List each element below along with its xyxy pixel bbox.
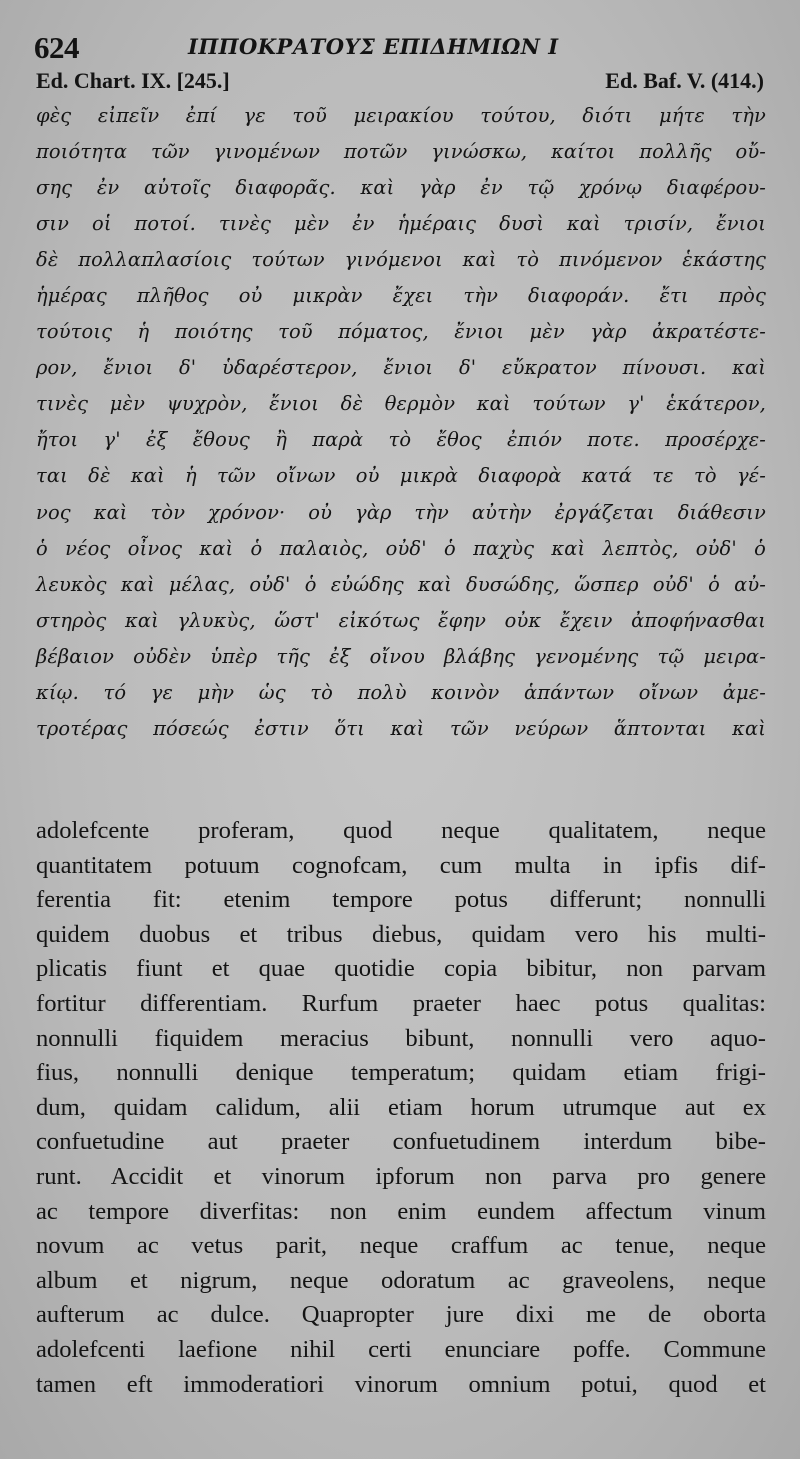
running-head: ΙΠΠΟΚΡΑΤΟΥΣ ΕΠΙΔΗΜΙΩΝ Ι: [188, 34, 559, 59]
latin-line: dum, quidam calidum, alii etiam horum utrumque aut ex: [36, 1093, 766, 1121]
greek-line: στηρὸς καὶ γλυκὺς, ὥστ' εἰκότως ἔφην οὐκ ἔχειν ἀποφήνασθαι: [36, 608, 766, 632]
page-number: 624: [34, 30, 79, 65]
latin-line: runt. Accidit et vinorum ipforum non parva pro genere: [36, 1162, 766, 1190]
greek-line: ἡμέρας πλῆθος οὐ μικρὰν ἔχει τὴν διαφοράν. ἔτι πρὸς: [36, 284, 766, 308]
greek-line: τούτοις ἡ ποιότης τοῦ πόματος, ἔνιοι μὲν γὰρ ἀκρατέστε-: [36, 320, 766, 344]
edition-basel-reference: Ed. Baf. V. (414.): [605, 68, 764, 93]
greek-line: τινὲς μὲν ψυχρὸν, ἔνιοι δὲ θερμὸν καὶ τούτων γ' ἑκάτερον,: [36, 392, 766, 416]
latin-line: album et nigrum, neque odoratum ac graveolens, neque: [36, 1266, 766, 1294]
greek-line: νος καὶ τὸν χρόνον· οὐ γὰρ τὴν αὐτὴν ἐργάζεται διάθεσιν: [36, 500, 766, 524]
greek-line: λευκὸς καὶ μέλας, οὐδ' ὁ εὐώδης καὶ δυσώδης, ὥσπερ οὐδ' ὁ αὐ-: [36, 572, 766, 596]
greek-line: κίῳ. τό γε μὴν ὡς τὸ πολὺ κοινὸν ἁπάντων οἴνων ἀμε-: [36, 680, 766, 704]
latin-line: plicatis fiunt et quae quotidie copia bibitur, non parvam: [36, 955, 766, 983]
latin-line last: tamen eft immoderatiori vinorum omnium potui, quod et: [36, 1370, 766, 1398]
latin-line: fortitur differentiam. Rurfum praeter haec potus qualitas:: [36, 989, 766, 1017]
greek-line: ρον, ἔνιοι δ' ὑδαρέστερον, ἔνιοι δ' εὔκρατον πίνουσι. καὶ: [36, 356, 766, 380]
latin-line: novum ac vetus parit, neque craffum ac tenue, neque: [36, 1232, 766, 1260]
latin-line: confuetudine aut praeter confuetudinem interdum bibe-: [36, 1128, 766, 1156]
greek-line: σιν οἱ ποτοί. τινὲς μὲν ἐν ἡμέραις δυσὶ καὶ τρισίν, ἔνιοι: [36, 212, 766, 236]
greek-line: ἤτοι γ' ἐξ ἔθους ἢ παρὰ τὸ ἔθος ἐπιόν ποτε. προσέρχε-: [36, 428, 766, 452]
latin-line: ac tempore diverfitas: non enim eundem affectum vinum: [36, 1197, 766, 1225]
edition-reference-line: [36, 68, 764, 94]
greek-line: δὲ πολλαπλασίοις τούτων γινόμενοι καὶ τὸ πινόμενον ἑκάστης: [36, 248, 766, 272]
latin-line: quantitatem potuum cognofcam, cum multa in ipfis dif-: [36, 851, 766, 879]
latin-line: nonnulli fiquidem meracius bibunt, nonnulli vero aquo-: [36, 1024, 766, 1052]
greek-text-block: [36, 98, 766, 747]
greek-line: ποιότητα τῶν γινομένων ποτῶν γινώσκω, καίτοι πολλῆς οὔ-: [36, 140, 766, 164]
latin-text-block: [36, 814, 766, 1402]
latin-line: ferentia fit: etenim tempore potus differunt; nonnulli: [36, 886, 766, 914]
latin-line: adolefcenti laefione nihil certi enunciare poffe. Commune: [36, 1335, 766, 1363]
page-header: [34, 30, 774, 66]
latin-line: fius, nonnulli denique temperatum; quidam etiam frigi-: [36, 1059, 766, 1087]
greek-line: φὲς εἰπεῖν ἐπί γε τοῦ μειρακίου τούτου, διότι μήτε τὴν: [36, 104, 766, 127]
latin-line: aufterum ac dulce. Quapropter jure dixi me de oborta: [36, 1301, 766, 1329]
latin-line: quidem duobus et tribus diebus, quidam vero his multi-: [36, 920, 766, 948]
greek-line: ὁ νέος οἶνος καὶ ὁ παλαιὸς, οὐδ' ὁ παχὺς καὶ λεπτὸς, οὐδ' ὁ: [36, 536, 766, 560]
greek-line: σης ἐν αὐτοῖς διαφορᾶς. καὶ γὰρ ἐν τῷ χρόνῳ διαφέρου-: [36, 176, 766, 200]
greek-line: τροτέρας πόσεώς ἐστιν ὅτι καὶ τῶν νεύρων ἅπτονται καὶ: [36, 716, 766, 740]
edition-chart-reference: Ed. Chart. IX. [245.]: [36, 68, 230, 93]
greek-line: βέβαιον οὐδὲν ὑπὲρ τῆς ἐξ οἴνου βλάβης γενομένης τῷ μειρα-: [36, 644, 766, 668]
greek-line: ται δὲ καὶ ἡ τῶν οἴνων οὐ μικρὰ διαφορὰ κατά τε τὸ γέ-: [36, 464, 766, 488]
latin-line: adolefcente proferam, quod neque qualitatem, neque: [36, 817, 766, 844]
